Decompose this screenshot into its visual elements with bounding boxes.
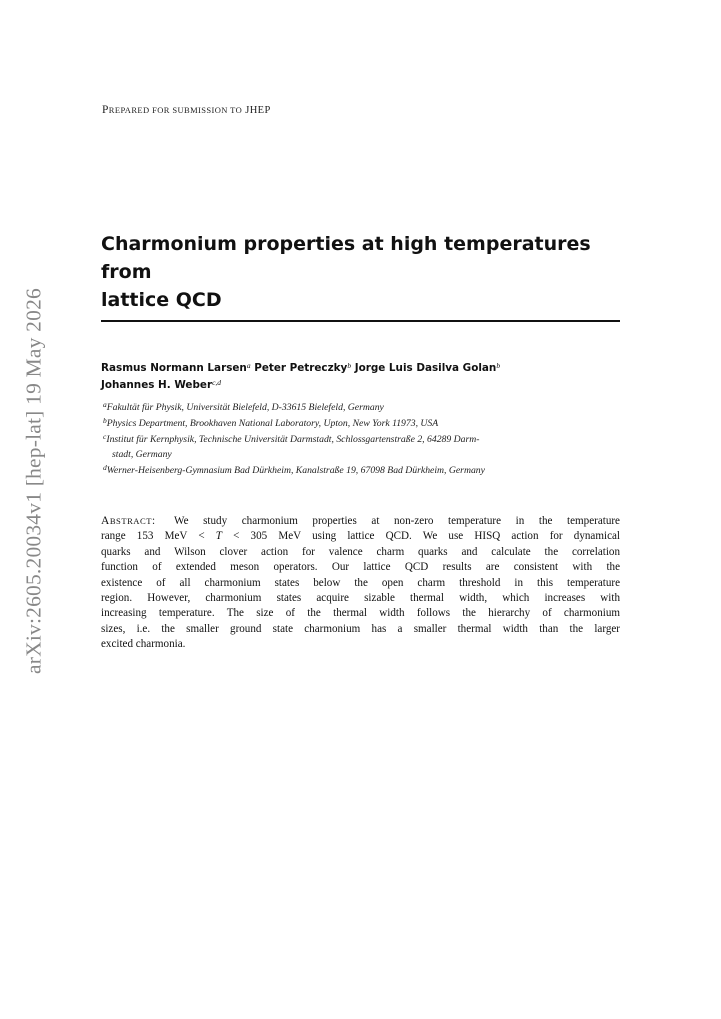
affiliation-mark: c (103, 432, 107, 442)
abstract-line: existence of all charmonium states below the open charm threshold in this temperature (101, 576, 620, 589)
abstract-line: range 153 MeV < T < 305 MeV using lattice QCD. We use HISQ action for dynamical (101, 530, 620, 543)
abstract-line: excited charmonia. (101, 638, 186, 651)
abstract-line: quarks and Wilson clover action for valence charm quarks and calculate the correlation (101, 545, 620, 558)
author-list (101, 360, 621, 394)
abstract-line: sizes, i.e. the smaller ground state charmonium has a smaller thermal width than the larger (101, 622, 620, 635)
abstract-line: increasing temperature. The size of the thermal width follows the hierarchy of charmonium (101, 607, 620, 620)
temperature-symbol: T (215, 530, 222, 543)
affiliation-text-continued: stadt, Germany (112, 448, 172, 460)
author-affiliation-mark: c,d (212, 378, 222, 387)
arxiv-watermark: arXiv:2605.20034v1 [hep-lat] 19 May 2026 (21, 288, 46, 674)
author-name: Peter Petreczky (254, 362, 348, 374)
affiliation-item (103, 401, 623, 416)
submission-note (102, 104, 271, 116)
affiliation-text: Fakultät für Physik, Universität Bielefeld, D-33615 Bielefeld, Germany (106, 402, 384, 413)
affiliation-text: Werner-Heisenberg-Gymnasium Bad Dürkheim, Kanalstraße 19, 67098 Bad Dürkheim, Germany (106, 464, 485, 476)
author-name: Rasmus Normann Larsen (101, 362, 247, 374)
submission-note-initial: P (102, 104, 109, 116)
title-rule (101, 320, 620, 322)
affiliation-text: Physics Department, Brookhaven National Laboratory, Upton, New York 11973, USA (106, 418, 439, 430)
affiliation-mark: a (103, 400, 107, 409)
affiliation-mark: b (103, 416, 107, 426)
affiliation-text: Institut für Kernphysik, Technische Universität Darmstadt, Schlossgartenstraße 2, 64289 Darm- (106, 434, 480, 446)
author-line-1 (101, 360, 621, 377)
abstract-line: function of extended meson operators. Our lattice QCD results are consistent with the (101, 561, 620, 574)
affiliation-mark: d (103, 462, 107, 472)
author-affiliation-mark: b (496, 361, 501, 370)
affiliation-item (103, 417, 623, 432)
affiliation-item (103, 464, 623, 479)
author-name: Johannes H. Weber (101, 379, 213, 391)
author-line-2 (101, 377, 621, 394)
author-affiliation-mark: a (246, 361, 251, 370)
submission-note-text: REPARED FOR SUBMISSION TO (108, 105, 243, 115)
abstract-line: region. However, charmonium states acquire sizable thermal width, which increases with (101, 592, 620, 605)
abstract (101, 514, 620, 653)
abstract-label: ABSTRACT: (101, 515, 156, 527)
paper-title-line1: Charmonium properties at high temperatures from (101, 233, 591, 283)
affiliation-list (103, 401, 623, 480)
author-affiliation-mark: b (347, 361, 352, 370)
paper-title-line2: lattice QCD (101, 289, 222, 311)
author-name: Jorge Luis Dasilva Golan (354, 362, 497, 374)
journal-name: JHEP (245, 105, 271, 116)
affiliation-item (103, 433, 623, 462)
paper-title (101, 230, 641, 314)
abstract-line: ABSTRACT: We study charmonium properties at non-zero temperature in the temperature (101, 515, 620, 527)
